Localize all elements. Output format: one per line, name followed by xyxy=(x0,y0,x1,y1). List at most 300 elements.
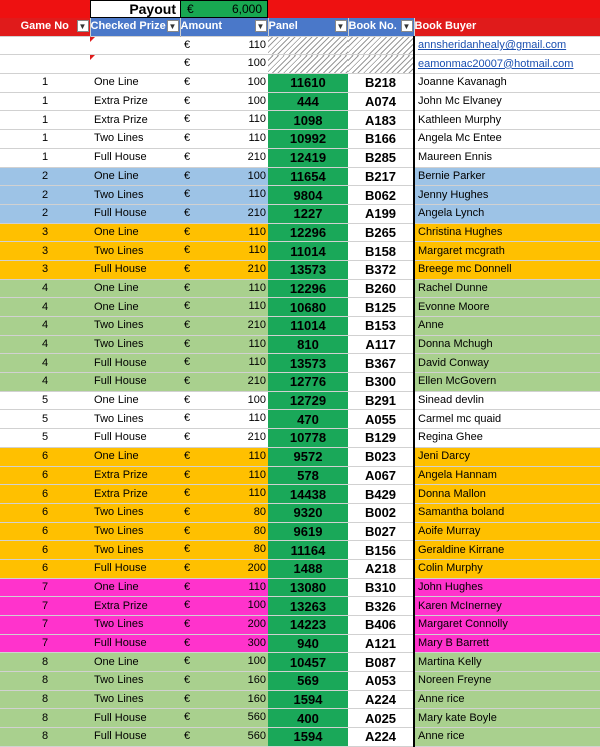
cell-amount[interactable] xyxy=(180,616,268,635)
cell-panel[interactable]: 11610 xyxy=(268,74,348,93)
cell-panel[interactable]: 14438 xyxy=(268,485,348,504)
table-row xyxy=(0,204,600,223)
amount-value: 210 xyxy=(247,375,266,388)
cell-game-no[interactable]: 4 xyxy=(0,298,90,317)
cell-amount[interactable] xyxy=(180,36,268,55)
cell-game-no[interactable]: 5 xyxy=(0,391,90,410)
cell-amount[interactable] xyxy=(180,559,268,578)
cell-game-no[interactable]: 8 xyxy=(0,653,90,672)
cell-panel[interactable]: 12729 xyxy=(268,391,348,410)
cell-panel[interactable]: 400 xyxy=(268,709,348,728)
cell-amount[interactable] xyxy=(180,298,268,317)
cell-amount[interactable] xyxy=(180,186,268,205)
cell-book-no[interactable]: A218 xyxy=(348,559,414,578)
cell-checked-prize[interactable] xyxy=(90,354,180,373)
cell-panel[interactable]: 1594 xyxy=(268,690,348,709)
cell-checked-prize[interactable] xyxy=(90,429,180,448)
cell-checked-prize[interactable] xyxy=(90,503,180,522)
cell-book-buyer[interactable]: Martina Kelly xyxy=(414,653,600,672)
cell-panel[interactable]: 13263 xyxy=(268,597,348,616)
cell-game-no[interactable]: 1 xyxy=(0,74,90,93)
cell-book-buyer[interactable]: Colin Murphy xyxy=(414,559,600,578)
cell-checked-prize[interactable] xyxy=(90,223,180,242)
cell-book-no[interactable]: A117 xyxy=(348,335,414,354)
cell-checked-prize[interactable] xyxy=(90,709,180,728)
cell-game-no[interactable]: 8 xyxy=(0,672,90,691)
cell-checked-prize[interactable] xyxy=(90,728,180,747)
cell-text: One Line xyxy=(94,169,139,182)
cell-amount[interactable] xyxy=(180,578,268,597)
cell-amount[interactable] xyxy=(180,410,268,429)
currency-symbol: € xyxy=(184,132,191,145)
cell-amount[interactable] xyxy=(180,690,268,709)
cell-checked-prize[interactable] xyxy=(90,410,180,429)
cell-checked-prize[interactable] xyxy=(90,653,180,672)
cell-game-no[interactable]: 3 xyxy=(0,242,90,261)
cell-panel[interactable]: 10457 xyxy=(268,653,348,672)
cell-checked-prize[interactable] xyxy=(90,522,180,541)
cell-amount[interactable] xyxy=(180,279,268,298)
table-row xyxy=(0,167,600,186)
cell-book-buyer[interactable]: John Hughes xyxy=(414,578,600,597)
currency-symbol: € xyxy=(184,543,191,556)
cell-book-no[interactable] xyxy=(348,36,414,55)
cell-panel[interactable]: 940 xyxy=(268,634,348,653)
cell-checked-prize[interactable] xyxy=(90,260,180,279)
cell-game-no[interactable]: 7 xyxy=(0,578,90,597)
cell-book-no[interactable]: A025 xyxy=(348,709,414,728)
cell-panel[interactable]: 11654 xyxy=(268,167,348,186)
cell-game-no[interactable]: 1 xyxy=(0,148,90,167)
cell-amount[interactable] xyxy=(180,541,268,560)
cell-game-no[interactable]: 5 xyxy=(0,429,90,448)
amount-value: 110 xyxy=(248,412,266,425)
cell-text: Two Lines xyxy=(94,132,144,145)
cell-amount[interactable] xyxy=(180,728,268,747)
filter-dropdown-icon[interactable]: ▼ xyxy=(335,20,347,32)
table-row xyxy=(0,130,600,149)
cell-book-no[interactable]: A055 xyxy=(348,410,414,429)
cell-book-buyer[interactable]: Maureen Ennis xyxy=(414,148,600,167)
cell-game-no[interactable]: 1 xyxy=(0,111,90,130)
cell-amount[interactable] xyxy=(180,597,268,616)
cell-amount[interactable] xyxy=(180,55,268,74)
cell-game-no[interactable]: 2 xyxy=(0,186,90,205)
cell-amount[interactable] xyxy=(180,466,268,485)
cell-book-no[interactable]: B158 xyxy=(348,242,414,261)
amount-value: 210 xyxy=(247,262,266,275)
cell-book-no[interactable]: B406 xyxy=(348,616,414,635)
currency-symbol: € xyxy=(184,169,191,182)
cell-amount[interactable] xyxy=(180,242,268,261)
table-row xyxy=(0,298,600,317)
cell-checked-prize[interactable] xyxy=(90,634,180,653)
cell-game-no[interactable]: 6 xyxy=(0,541,90,560)
cell-panel[interactable]: 1098 xyxy=(268,111,348,130)
cell-checked-prize[interactable] xyxy=(90,447,180,466)
cell-game-no[interactable]: 6 xyxy=(0,485,90,504)
cell-game-no[interactable]: 6 xyxy=(0,447,90,466)
table-row xyxy=(0,335,600,354)
amount-value: 210 xyxy=(247,206,266,219)
cell-panel[interactable]: 578 xyxy=(268,466,348,485)
cell-game-no[interactable]: 4 xyxy=(0,279,90,298)
cell-book-buyer[interactable]: Donna Mallon xyxy=(414,485,600,504)
cell-game-no[interactable]: 8 xyxy=(0,709,90,728)
cell-book-no[interactable]: A067 xyxy=(348,466,414,485)
cell-book-no[interactable]: B372 xyxy=(348,260,414,279)
cell-game-no[interactable]: 2 xyxy=(0,167,90,186)
cell-game-no[interactable]: 4 xyxy=(0,354,90,373)
cell-book-buyer[interactable]: Geraldine Kirrane xyxy=(414,541,600,560)
cell-book-buyer[interactable]: Anne rice xyxy=(414,690,600,709)
cell-amount[interactable] xyxy=(180,709,268,728)
header-label: Amount xyxy=(180,20,223,33)
cell-book-buyer[interactable]: Breege mc Donnell xyxy=(414,260,600,279)
cell-book-buyer[interactable]: Margaret Connolly xyxy=(414,616,600,635)
currency-symbol: € xyxy=(184,449,191,462)
header-label: Checked Prize xyxy=(90,20,166,33)
cell-checked-prize[interactable] xyxy=(90,466,180,485)
cell-panel[interactable]: 1594 xyxy=(268,728,348,747)
cell-book-no[interactable]: B300 xyxy=(348,373,414,392)
cell-book-no[interactable]: A074 xyxy=(348,92,414,111)
cell-book-no[interactable]: B217 xyxy=(348,167,414,186)
cell-book-no[interactable]: A199 xyxy=(348,204,414,223)
cell-amount[interactable] xyxy=(180,672,268,691)
cell-checked-prize[interactable] xyxy=(90,167,180,186)
cell-amount[interactable] xyxy=(180,634,268,653)
cell-book-buyer[interactable]: Mary B Barrett xyxy=(414,634,600,653)
cell-book-no[interactable]: B125 xyxy=(348,298,414,317)
table-row xyxy=(0,55,600,74)
cell-checked-prize[interactable] xyxy=(90,335,180,354)
cell-book-buyer[interactable]: David Conway xyxy=(414,354,600,373)
cell-text: Full House xyxy=(94,375,147,388)
cell-panel[interactable]: 1488 xyxy=(268,559,348,578)
cell-game-no[interactable]: 6 xyxy=(0,559,90,578)
amount-value: 110 xyxy=(248,38,266,51)
comment-indicator-icon[interactable] xyxy=(90,37,95,42)
cell-text: Full House xyxy=(94,562,147,575)
cell-amount[interactable] xyxy=(180,260,268,279)
cell-game-no[interactable]: 1 xyxy=(0,92,90,111)
cell-panel[interactable]: 13573 xyxy=(268,260,348,279)
table-row xyxy=(0,223,600,242)
cell-amount[interactable] xyxy=(180,354,268,373)
cell-panel[interactable]: 12776 xyxy=(268,373,348,392)
cell-panel[interactable]: 9320 xyxy=(268,503,348,522)
cell-amount[interactable] xyxy=(180,111,268,130)
cell-panel[interactable]: 12296 xyxy=(268,223,348,242)
amount-value: 110 xyxy=(248,188,266,201)
cell-book-buyer[interactable]: Karen McInerney xyxy=(414,597,600,616)
cell-checked-prize[interactable] xyxy=(90,597,180,616)
cell-checked-prize[interactable] xyxy=(90,36,180,55)
cell-panel[interactable] xyxy=(268,36,348,55)
cell-text: Extra Prize xyxy=(94,599,148,612)
cell-panel[interactable]: 10680 xyxy=(268,298,348,317)
cell-book-buyer[interactable]: Anne rice xyxy=(414,728,600,747)
header-book-no[interactable] xyxy=(348,18,414,36)
currency-symbol: € xyxy=(184,356,191,369)
cell-text: Full House xyxy=(94,356,147,369)
amount-value: 100 xyxy=(247,655,266,668)
cell-book-no[interactable]: B129 xyxy=(348,429,414,448)
cell-book-no[interactable]: B027 xyxy=(348,522,414,541)
cell-text: Full House xyxy=(94,263,147,276)
cell-amount[interactable] xyxy=(180,485,268,504)
amount-value: 110 xyxy=(248,300,266,313)
cell-checked-prize[interactable] xyxy=(90,55,180,74)
cell-amount[interactable] xyxy=(180,373,268,392)
filter-dropdown-icon[interactable]: ▼ xyxy=(255,20,267,32)
cell-book-buyer[interactable]: John Mc Elvaney xyxy=(414,92,600,111)
cell-game-no[interactable]: 8 xyxy=(0,728,90,747)
cell-game-no[interactable]: 6 xyxy=(0,522,90,541)
cell-book-buyer[interactable]: Regina Ghee xyxy=(414,429,600,448)
cell-book-buyer[interactable]: Angela Mc Entee xyxy=(414,130,600,149)
cell-book-no[interactable]: A224 xyxy=(348,728,414,747)
amount-value: 110 xyxy=(248,449,266,462)
cell-book-no[interactable]: A183 xyxy=(348,111,414,130)
amount-value: 200 xyxy=(247,618,266,630)
cell-book-buyer[interactable]: Angela Lynch xyxy=(414,204,600,223)
cell-panel[interactable]: 9619 xyxy=(268,522,348,541)
header-row xyxy=(0,18,600,36)
cell-book-buyer[interactable]: Evonne Moore xyxy=(414,298,600,317)
cell-panel[interactable] xyxy=(268,55,348,74)
cell-book-no[interactable]: B156 xyxy=(348,541,414,560)
currency-symbol: € xyxy=(184,225,191,238)
cell-panel[interactable]: 9572 xyxy=(268,447,348,466)
cell-game-no[interactable] xyxy=(0,55,90,74)
cell-book-no[interactable]: B291 xyxy=(348,391,414,410)
cell-book-buyer[interactable]: Carmel mc quaid xyxy=(414,410,600,429)
cell-checked-prize[interactable] xyxy=(90,111,180,130)
cell-checked-prize[interactable] xyxy=(90,148,180,167)
cell-panel[interactable]: 470 xyxy=(268,410,348,429)
currency-symbol: € xyxy=(184,393,191,406)
cell-amount[interactable] xyxy=(180,391,268,410)
cell-book-buyer[interactable]: Margaret mcgrath xyxy=(414,242,600,261)
cell-amount[interactable] xyxy=(180,92,268,111)
cell-panel[interactable]: 12419 xyxy=(268,148,348,167)
cell-checked-prize[interactable] xyxy=(90,279,180,298)
cell-book-no[interactable]: B367 xyxy=(348,354,414,373)
cell-book-no[interactable]: B218 xyxy=(348,74,414,93)
currency-symbol: € xyxy=(184,375,191,388)
cell-book-no[interactable]: B310 xyxy=(348,578,414,597)
cell-panel[interactable]: 14223 xyxy=(268,616,348,635)
cell-amount[interactable] xyxy=(180,653,268,672)
cell-book-buyer[interactable]: Christina Hughes xyxy=(414,223,600,242)
cell-panel[interactable]: 1227 xyxy=(268,204,348,223)
cell-game-no[interactable]: 2 xyxy=(0,204,90,223)
cell-panel[interactable]: 12296 xyxy=(268,279,348,298)
cell-amount[interactable] xyxy=(180,204,268,223)
cell-book-buyer[interactable]: Sinead devlin xyxy=(414,391,600,410)
table-row xyxy=(0,466,600,485)
cell-checked-prize[interactable] xyxy=(90,578,180,597)
cell-checked-prize[interactable] xyxy=(90,559,180,578)
cell-book-buyer[interactable]: Mary kate Boyle xyxy=(414,709,600,728)
cell-book-buyer[interactable]: Anne xyxy=(414,317,600,336)
currency-symbol: € xyxy=(184,505,191,518)
cell-game-no[interactable]: 6 xyxy=(0,503,90,522)
cell-book-no[interactable] xyxy=(348,55,414,74)
cell-amount[interactable] xyxy=(180,74,268,93)
cell-game-no[interactable] xyxy=(0,36,90,55)
cell-amount[interactable] xyxy=(180,317,268,336)
cell-panel[interactable]: 11164 xyxy=(268,541,348,560)
payout-right-fill xyxy=(268,0,600,18)
cell-game-no[interactable]: 7 xyxy=(0,597,90,616)
cell-game-no[interactable]: 7 xyxy=(0,616,90,635)
cell-game-no[interactable]: 4 xyxy=(0,373,90,392)
cell-book-buyer[interactable]: Noreen Freyne xyxy=(414,672,600,691)
amount-value: 100 xyxy=(247,94,266,107)
cell-amount[interactable] xyxy=(180,429,268,448)
cell-checked-prize[interactable] xyxy=(90,690,180,709)
header-amount[interactable] xyxy=(180,18,268,36)
cell-panel[interactable]: 10992 xyxy=(268,130,348,149)
cell-panel[interactable]: 444 xyxy=(268,92,348,111)
cell-game-no[interactable]: 4 xyxy=(0,335,90,354)
cell-book-no[interactable]: B260 xyxy=(348,279,414,298)
cell-panel[interactable]: 569 xyxy=(268,672,348,691)
cell-checked-prize[interactable] xyxy=(90,317,180,336)
cell-checked-prize[interactable] xyxy=(90,242,180,261)
cell-game-no[interactable]: 6 xyxy=(0,466,90,485)
currency-symbol: € xyxy=(184,38,191,51)
cell-game-no[interactable]: 3 xyxy=(0,223,90,242)
currency-symbol: € xyxy=(184,188,191,201)
cell-checked-prize[interactable] xyxy=(90,130,180,149)
cell-panel[interactable]: 11014 xyxy=(268,242,348,261)
cell-game-no[interactable]: 8 xyxy=(0,690,90,709)
payout-cell[interactable] xyxy=(180,0,268,18)
cell-panel[interactable]: 810 xyxy=(268,335,348,354)
cell-text: Extra Prize xyxy=(94,487,148,500)
cell-amount[interactable] xyxy=(180,522,268,541)
cell-amount[interactable] xyxy=(180,223,268,242)
cell-checked-prize[interactable] xyxy=(90,485,180,504)
cell-text: Two Lines xyxy=(94,188,144,201)
cell-game-no[interactable]: 4 xyxy=(0,317,90,336)
amount-value: 210 xyxy=(247,150,266,163)
amount-value: 110 xyxy=(248,337,266,350)
payout-left-fill xyxy=(0,0,90,18)
currency-symbol: € xyxy=(184,206,191,219)
email-link[interactable]: annsheridanhealy@gmail.com xyxy=(414,36,600,55)
cell-game-no[interactable]: 3 xyxy=(0,260,90,279)
cell-checked-prize[interactable] xyxy=(90,298,180,317)
cell-checked-prize[interactable] xyxy=(90,672,180,691)
header-game-no[interactable] xyxy=(0,18,90,36)
amount-value: 100 xyxy=(247,599,266,612)
cell-panel[interactable]: 9804 xyxy=(268,186,348,205)
cell-book-no[interactable]: B326 xyxy=(348,597,414,616)
cell-checked-prize[interactable] xyxy=(90,541,180,560)
cell-book-buyer[interactable]: Ellen McGovern xyxy=(414,373,600,392)
amount-value: 110 xyxy=(248,225,266,238)
cell-book-no[interactable]: B265 xyxy=(348,223,414,242)
cell-checked-prize[interactable] xyxy=(90,74,180,93)
cell-panel[interactable]: 11014 xyxy=(268,317,348,336)
cell-book-no[interactable]: A224 xyxy=(348,690,414,709)
cell-book-no[interactable]: B023 xyxy=(348,447,414,466)
comment-indicator-icon[interactable] xyxy=(90,55,95,60)
cell-book-buyer[interactable]: Jeni Darcy xyxy=(414,447,600,466)
cell-game-no[interactable]: 5 xyxy=(0,410,90,429)
email-link[interactable]: eamonmac20007@hotmail.com xyxy=(414,55,600,74)
cell-book-buyer[interactable]: Samantha boland xyxy=(414,503,600,522)
cell-book-no[interactable]: B002 xyxy=(348,503,414,522)
cell-panel[interactable]: 13080 xyxy=(268,578,348,597)
cell-checked-prize[interactable] xyxy=(90,391,180,410)
cell-book-buyer[interactable]: Bernie Parker xyxy=(414,167,600,186)
cell-book-no[interactable]: A121 xyxy=(348,634,414,653)
filter-dropdown-icon[interactable]: ▼ xyxy=(77,20,89,32)
cell-game-no[interactable]: 1 xyxy=(0,130,90,149)
header-label: Book Buyer xyxy=(414,20,477,33)
filter-dropdown-icon[interactable]: ▼ xyxy=(167,20,179,32)
cell-amount[interactable] xyxy=(180,148,268,167)
cell-checked-prize[interactable] xyxy=(90,616,180,635)
cell-panel[interactable]: 10778 xyxy=(268,429,348,448)
cell-book-buyer[interactable]: Rachel Dunne xyxy=(414,279,600,298)
cell-text: Two Lines xyxy=(94,543,144,556)
cell-text: One Line xyxy=(94,225,139,238)
cell-book-no[interactable]: B062 xyxy=(348,186,414,205)
cell-book-buyer[interactable]: Angela Hannam xyxy=(414,466,600,485)
cell-checked-prize[interactable] xyxy=(90,186,180,205)
header-book-buyer[interactable] xyxy=(414,18,600,36)
cell-amount[interactable] xyxy=(180,503,268,522)
cell-checked-prize[interactable] xyxy=(90,92,180,111)
header-checked-prize[interactable] xyxy=(90,18,180,36)
cell-book-buyer[interactable]: Donna Mchugh xyxy=(414,335,600,354)
cell-book-buyer[interactable]: Kathleen Murphy xyxy=(414,111,600,130)
cell-amount[interactable] xyxy=(180,130,268,149)
header-panel[interactable] xyxy=(268,18,348,36)
cell-amount[interactable] xyxy=(180,447,268,466)
cell-book-no[interactable]: B285 xyxy=(348,148,414,167)
amount-value: 100 xyxy=(247,57,266,70)
cell-book-no[interactable]: B153 xyxy=(348,317,414,336)
cell-panel[interactable]: 13573 xyxy=(268,354,348,373)
cell-book-buyer[interactable]: Jenny Hughes xyxy=(414,186,600,205)
amount-value: 100 xyxy=(247,76,266,89)
cell-book-no[interactable]: B087 xyxy=(348,653,414,672)
amount-value: 110 xyxy=(248,281,266,294)
table-row xyxy=(0,672,600,691)
filter-dropdown-icon[interactable]: ▼ xyxy=(401,20,413,32)
currency-symbol: € xyxy=(184,94,191,107)
cell-game-no[interactable]: 7 xyxy=(0,634,90,653)
cell-checked-prize[interactable] xyxy=(90,204,180,223)
cell-book-no[interactable]: B166 xyxy=(348,130,414,149)
cell-book-no[interactable]: B429 xyxy=(348,485,414,504)
cell-amount[interactable] xyxy=(180,167,268,186)
payout-label[interactable]: Payout xyxy=(90,0,180,18)
cell-book-no[interactable]: A053 xyxy=(348,672,414,691)
cell-amount[interactable] xyxy=(180,335,268,354)
cell-checked-prize[interactable] xyxy=(90,373,180,392)
cell-book-buyer[interactable]: Joanne Kavanagh xyxy=(414,74,600,93)
cell-book-buyer[interactable]: Aoife Murray xyxy=(414,522,600,541)
